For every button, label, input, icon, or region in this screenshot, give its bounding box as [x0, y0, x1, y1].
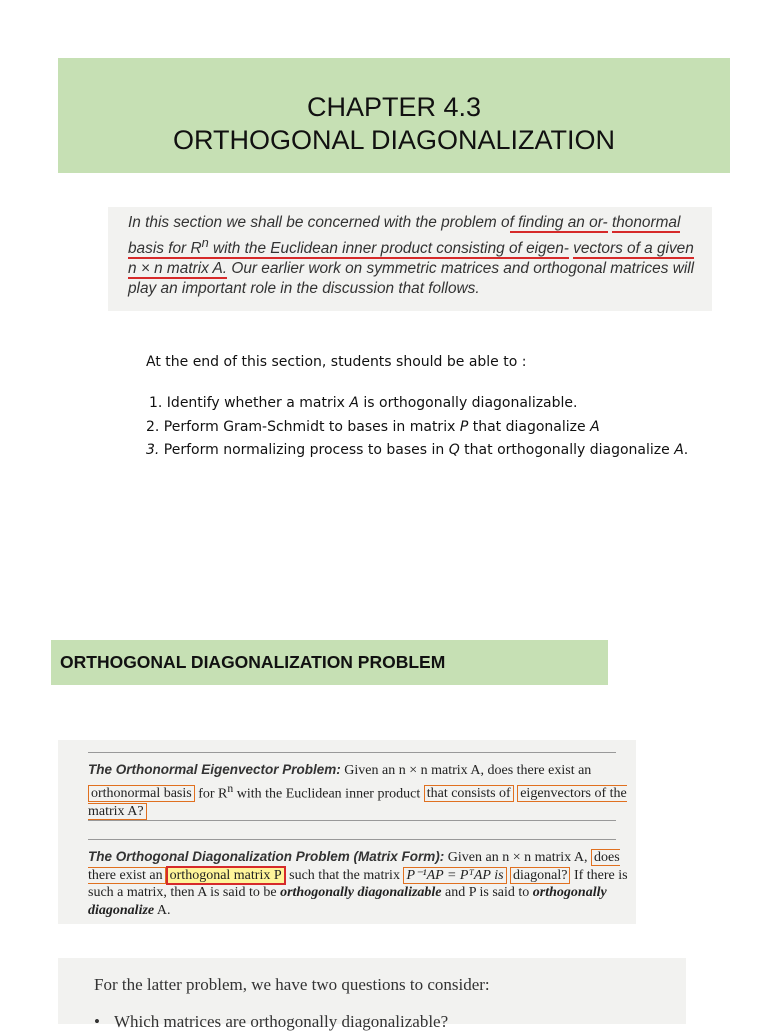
latter-problem-scan: [58, 958, 686, 1031]
superscript: n: [201, 234, 209, 250]
highlight-box: orthonormal basis: [88, 785, 195, 802]
highlight-box: does there exist an: [88, 850, 620, 883]
intro-scan-excerpt: [108, 207, 712, 311]
problem-text: such that the matrix: [285, 867, 400, 883]
superscript: n: [227, 781, 234, 795]
highlight-box: that consists of: [424, 785, 514, 802]
objectives-intro: At the end of this section, students should be able to :: [146, 354, 527, 370]
objective-text: is orthogonally diagonalizable.: [358, 395, 578, 411]
problem-text: and P is said to: [441, 885, 533, 901]
objective-item-2: [146, 416, 688, 440]
math-var: P: [459, 418, 469, 435]
objective-text: that orthogonally diagonalize: [459, 442, 675, 458]
intro-text-3: thonormal basis for R: [128, 214, 681, 257]
math-var: Q: [448, 442, 460, 458]
objective-text: .: [683, 442, 689, 458]
problem-text: If there is such a matrix, then A is said to be: [88, 867, 628, 901]
bold-term: orthogonally diagonalizable: [280, 885, 442, 901]
chapter-number: CHAPTER 4.3: [306, 92, 482, 122]
underlined-phrase: f finding an or-: [509, 214, 608, 231]
learning-objectives: [146, 354, 688, 463]
bold-term: orthogonally diagonalize: [88, 885, 607, 918]
problem-heading: The Orthogonal Diagonalization Problem (Matrix Form):: [88, 849, 445, 864]
math-var: A: [674, 442, 684, 458]
underlined-phrase: vectors of a given n × n matrix A.: [128, 239, 694, 277]
highlight-box: diagonal?: [510, 867, 570, 884]
question-text: Which matrices are orthogonally diagonalizable?: [113, 1012, 449, 1031]
objective-text: Perform normalizing process to bases in: [159, 442, 449, 458]
objective-item-3: [146, 439, 688, 463]
chapter-title: ORTHOGONAL DIAGONALIZATION: [172, 125, 616, 155]
rule-divider: [88, 752, 616, 753]
problem-text: A.: [154, 902, 171, 918]
rule-divider: [88, 839, 616, 840]
objective-text: that diagonalize: [468, 418, 591, 435]
chapter-title-box: [58, 58, 730, 173]
math-var: A: [590, 418, 600, 435]
objective-number: 3.: [146, 442, 160, 458]
objective-text: 1. Identify whether a matrix: [149, 395, 350, 411]
problem-text: for R: [194, 786, 228, 802]
intro-text-1: In this section we shall be concerned with the problem o: [128, 214, 510, 231]
intro-text-6: Our earlier work on symmetric matrices and orthogonal matrices will play an important role in the discussion that follows.: [128, 259, 695, 297]
objective-item-1: [146, 392, 688, 416]
rule-divider: [88, 820, 616, 821]
bullet-icon: •: [94, 1012, 100, 1031]
orthonormal-eigenvector-problem: [88, 761, 628, 820]
objective-text: 2. Perform Gram-Schmidt to bases in matrix: [146, 418, 460, 435]
problem-text: with the Euclidean inner product: [233, 786, 424, 802]
problems-scan-excerpt: [58, 740, 636, 924]
math-var: A: [349, 395, 359, 411]
latter-intro: For the latter problem, we have two questions to consider:: [94, 975, 490, 994]
problem-heading: The Orthonormal Eigenvector Problem:: [88, 762, 341, 777]
highlight-box: P⁻¹AP = PᵀAP is: [403, 867, 506, 884]
problem-text: Given an n × n matrix A,: [444, 850, 588, 865]
highlight-box: eigenvectors of the matrix A?: [88, 786, 627, 819]
latter-question: [94, 1012, 448, 1032]
intro-text-4: with the Euclidean inner product consisting of eigen-: [208, 239, 569, 257]
orthogonal-diagonalization-problem: [88, 848, 628, 919]
problem-text: Given an n × n matrix A, does there exist an: [340, 763, 592, 778]
highlight-box-red: orthogonal matrix P: [166, 866, 286, 885]
section-heading: ORTHOGONAL DIAGONALIZATION PROBLEM: [51, 640, 608, 685]
